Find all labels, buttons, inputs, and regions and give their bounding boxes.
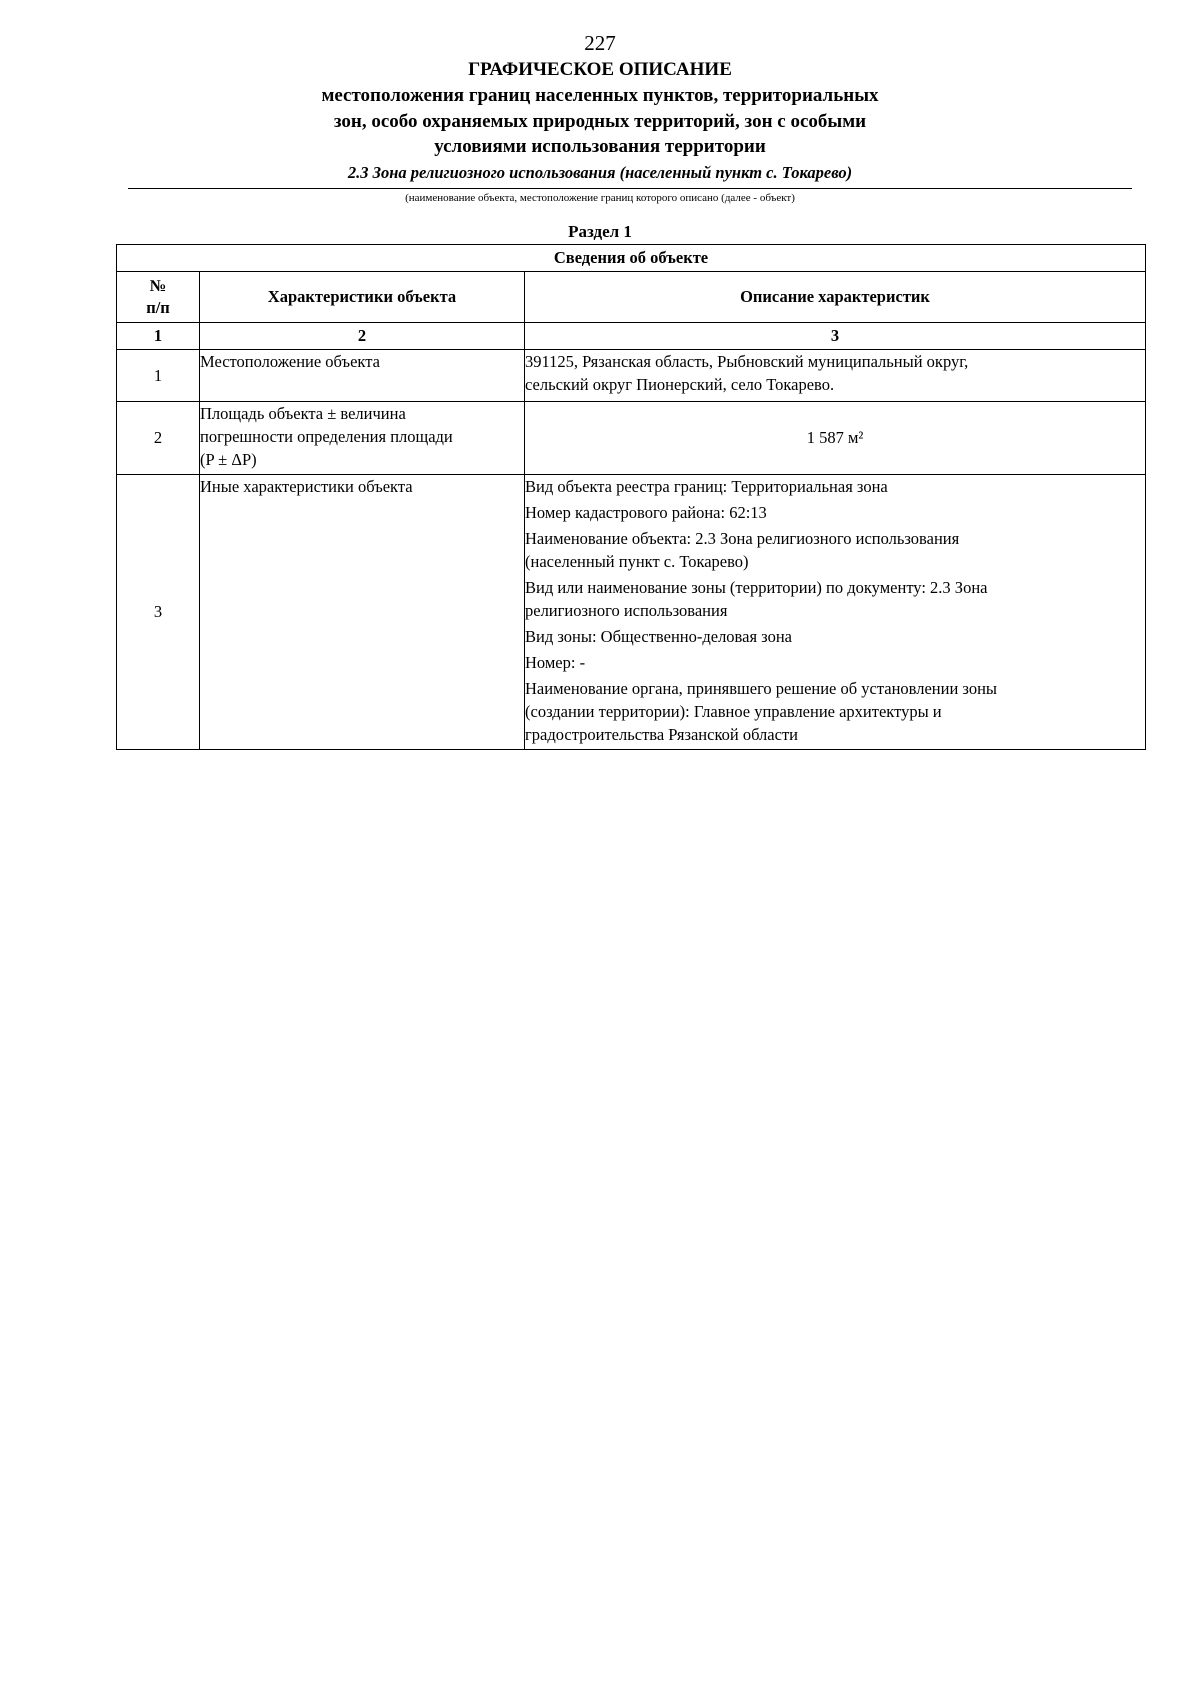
row-description — [525, 350, 1146, 402]
page-number: 227 — [584, 31, 616, 55]
table-row — [117, 402, 1146, 475]
row-description: 1 587 м² — [525, 402, 1146, 475]
description-paragraph — [525, 475, 1145, 498]
description-line: 391125, Рязанская область, Рыбновский муниципальный округ, — [525, 352, 969, 371]
row-number: 2 — [117, 402, 200, 475]
subtitle-line: условиями использования территории — [434, 136, 766, 157]
description-line: сельский округ Пионерский, село Токарево. — [525, 375, 835, 394]
description-paragraph — [525, 651, 1145, 674]
table-row — [117, 350, 1146, 402]
row-number: 3 — [117, 475, 200, 750]
header-number-line1: № — [149, 276, 167, 295]
characteristic-line: погрешности определения площади — [200, 427, 453, 446]
description-paragraph — [525, 501, 1145, 524]
subtitle-line: местоположения границ населенных пунктов, территориальных — [321, 85, 879, 106]
description-line: (создании территории): Главное управление архитектуры и — [525, 702, 942, 721]
row-characteristic — [200, 402, 525, 475]
table-caption-row — [117, 245, 1146, 272]
description-paragraph — [525, 625, 1145, 648]
header-number — [117, 272, 200, 323]
description-line: религиозного использования — [525, 601, 728, 620]
description-paragraph — [525, 527, 1145, 573]
description-line: градостроительства Рязанской области — [525, 725, 798, 744]
object-name: 2.3 Зона религиозного использования (населенный пункт с. Токарево) — [347, 163, 853, 182]
description-line: Вид или наименование зоны (территории) по документу: 2.3 Зона — [525, 578, 988, 597]
column-number: 2 — [200, 323, 525, 350]
column-number: 3 — [525, 323, 1146, 350]
description-line: (населенный пункт с. Токарево) — [525, 552, 749, 571]
row-number: 1 — [117, 350, 200, 402]
description-line: Вид зоны: Общественно-деловая зона — [525, 627, 792, 646]
description-line: Вид объекта реестра границ: Территориальная зона — [525, 477, 888, 496]
characteristic-line: (P ± ΔP) — [200, 450, 257, 469]
document-subtitle — [0, 83, 1200, 160]
description-paragraph — [525, 576, 1145, 622]
subtitle-line: зон, особо охраняемых природных территорий, зон с особыми — [333, 110, 867, 132]
row-characteristic: Местоположение объекта — [200, 350, 525, 402]
characteristic-line: Площадь объекта ± величина — [200, 404, 406, 423]
object-info-table — [116, 244, 1146, 750]
column-number: 1 — [117, 323, 200, 350]
header-description: Описание характеристик — [525, 272, 1146, 323]
description-line: Наименование органа, принявшего решение об установлении зоны — [525, 679, 997, 698]
object-name-underline — [128, 188, 1132, 189]
description-paragraph — [525, 677, 1145, 746]
column-number-row — [117, 323, 1146, 350]
document-title: ГРАФИЧЕСКОЕ ОПИСАНИЕ — [468, 59, 732, 80]
header-characteristics: Характеристики объекта — [200, 272, 525, 323]
row-characteristic: Иные характеристики объекта — [200, 475, 525, 750]
table-caption: Сведения об объекте — [117, 245, 1146, 272]
table-row — [117, 475, 1146, 750]
header-number-line2: п/п — [146, 298, 170, 317]
section-title: Раздел 1 — [568, 222, 632, 241]
row-description — [525, 475, 1146, 750]
description-line: Номер: - — [525, 653, 586, 672]
object-caption: (наименование объекта, местоположение границ которого описано (далее - объект) — [405, 192, 795, 204]
table-header-row — [117, 272, 1146, 323]
description-line: Номер кадастрового района: 62:13 — [525, 503, 767, 522]
description-line: Наименование объекта: 2.3 Зона религиозного использования — [525, 529, 960, 548]
